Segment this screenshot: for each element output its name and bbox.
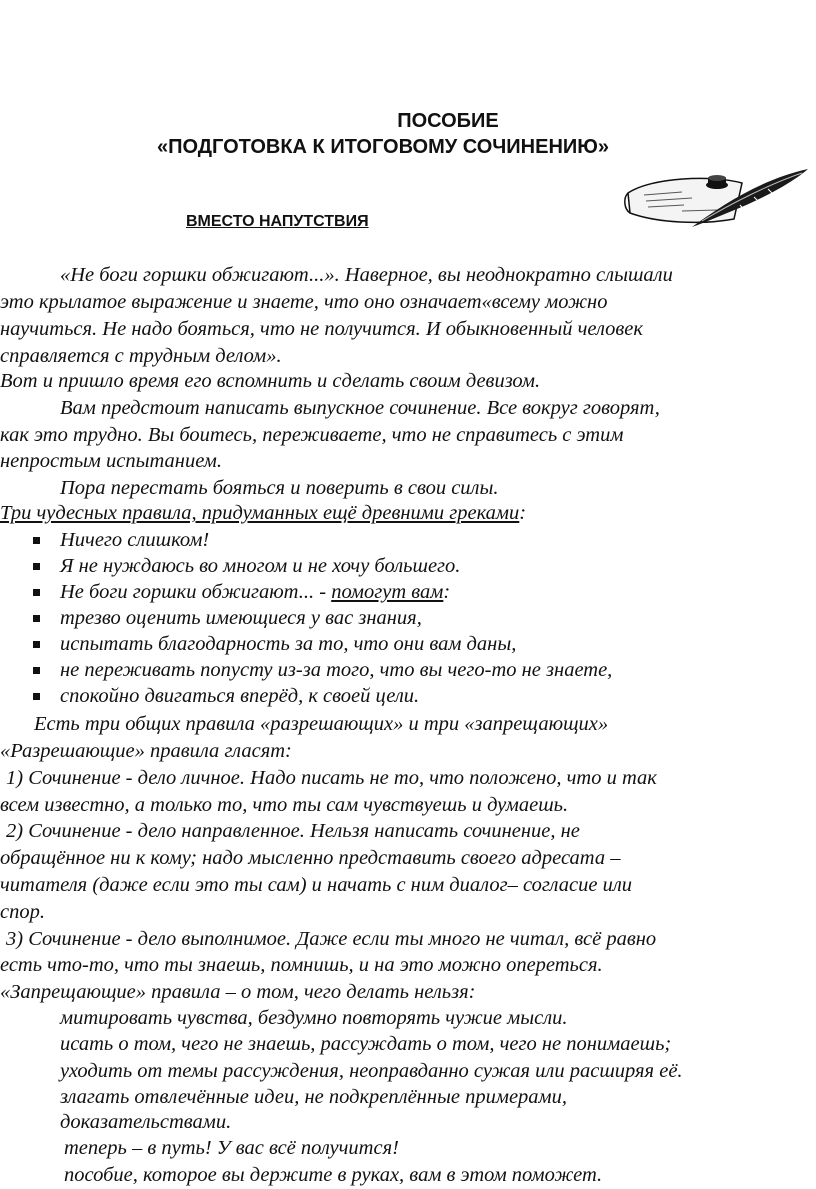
bullet-icon [33,589,40,596]
text-line: справляется с трудным делом». [0,345,282,367]
text-line: есть что-то, что ты знаешь, помнишь, и на это можно опереться. [0,954,603,976]
text-line: Пора перестать бояться и поверить в свои силы. [60,477,499,499]
bullet-icon [33,693,40,700]
bullet-icon [33,641,40,648]
list-item: не переживать попусту из-за того, что вы чего-то не знаете, [60,659,613,681]
text-line: обращённое ни к кому; надо мысленно представить своего адресата – [0,847,621,869]
rules-heading-colon: : [519,502,527,524]
list-item: спокойно двигаться вперёд, к своей цели. [60,685,420,707]
list-item-text: Не боги горшки обжигают... - [60,581,332,603]
bullet-icon [33,667,40,674]
scroll-quill-inkwell-icon [622,165,812,235]
bullet-icon [33,537,40,544]
text-line: 3) Сочинение - дело выполнимое. Даже если ты много не читал, всё равно [6,928,657,950]
text-line: «Запрещающие» правила – о том, чего делать нельзя: [0,981,476,1003]
text-line: непростым испытанием. [0,450,223,472]
text-line: Вот и пришло время его вспомнить и сделать своим девизом. [0,370,541,392]
list-item: трезво оценить имеющиеся у вас знания, [60,607,422,629]
text-line: исать о том, чего не знаешь, рассуждать о том, чего не понимаешь; [60,1033,672,1055]
bullet-icon [33,615,40,622]
text-line: научиться. Не надо бояться, что не получится. И обыкновенный человек [0,318,643,340]
text-line: 1) Сочинение - дело личное. Надо писать не то, что положено, что и так [6,767,657,789]
text-line: злагать отвлечённые идеи, не подкреплённые примерами, [60,1086,568,1108]
list-item [60,582,450,603]
text-line: «Разрешающие» правила гласят: [0,740,292,762]
text-line: доказательствами. [60,1111,232,1133]
text-line: читателя (даже если это ты сам) и начать с ним диалог– согласие или [0,874,633,896]
text-line: уходить от темы рассуждения, неоправданно сужая или расширяя её. [60,1060,683,1082]
document-title-subtitle: «ПОДГОТОВКА К ИТОГОВОМУ СОЧИНЕНИЮ» [156,136,610,158]
document-title: ПОСОБИЕ [397,110,499,132]
bullet-icon [33,563,40,570]
rules-heading [0,503,526,524]
text-line: 2) Сочинение - дело направленное. Нельзя написать сочинение, не [6,820,580,842]
underlined-phrase: помогут вам [331,581,444,603]
text-line: спор. [0,901,45,923]
rules-heading-text: Три чудесных правила, придуманных ещё древними греками [0,502,520,524]
text-line: это крылатое выражение и знаете, что оно означает«всему можно [0,291,608,313]
list-item: Ничего слишком! [60,529,210,551]
text-line: Есть три общих правила «разрешающих» и три «запрещающих» [34,713,609,735]
list-item: Я не нуждаюсь во многом и не хочу большего. [60,555,461,577]
text-line: всем известно, а только то, что ты сам чувствуешь и думаешь. [0,794,569,816]
list-item: испытать благодарность за то, что они вам даны, [60,633,517,655]
section-heading: ВМЕСТО НАПУТСТВИЯ [186,213,369,230]
list-item-colon: : [443,581,451,603]
text-line: как это трудно. Вы боитесь, переживаете, что не справитесь с этим [0,424,624,446]
text-line: теперь – в путь! У вас всё получится! [64,1137,399,1159]
text-line: пособие, которое вы держите в руках, вам в этом поможет. [64,1164,603,1186]
text-line: митировать чувства, бездумно повторять чужие мысли. [60,1007,568,1029]
text-line: «Не боги горшки обжигают...». Наверное, вы неоднократно слышали [60,264,673,286]
text-line: Вам предстоит написать выпускное сочинение. Все вокруг говорят, [60,397,660,419]
